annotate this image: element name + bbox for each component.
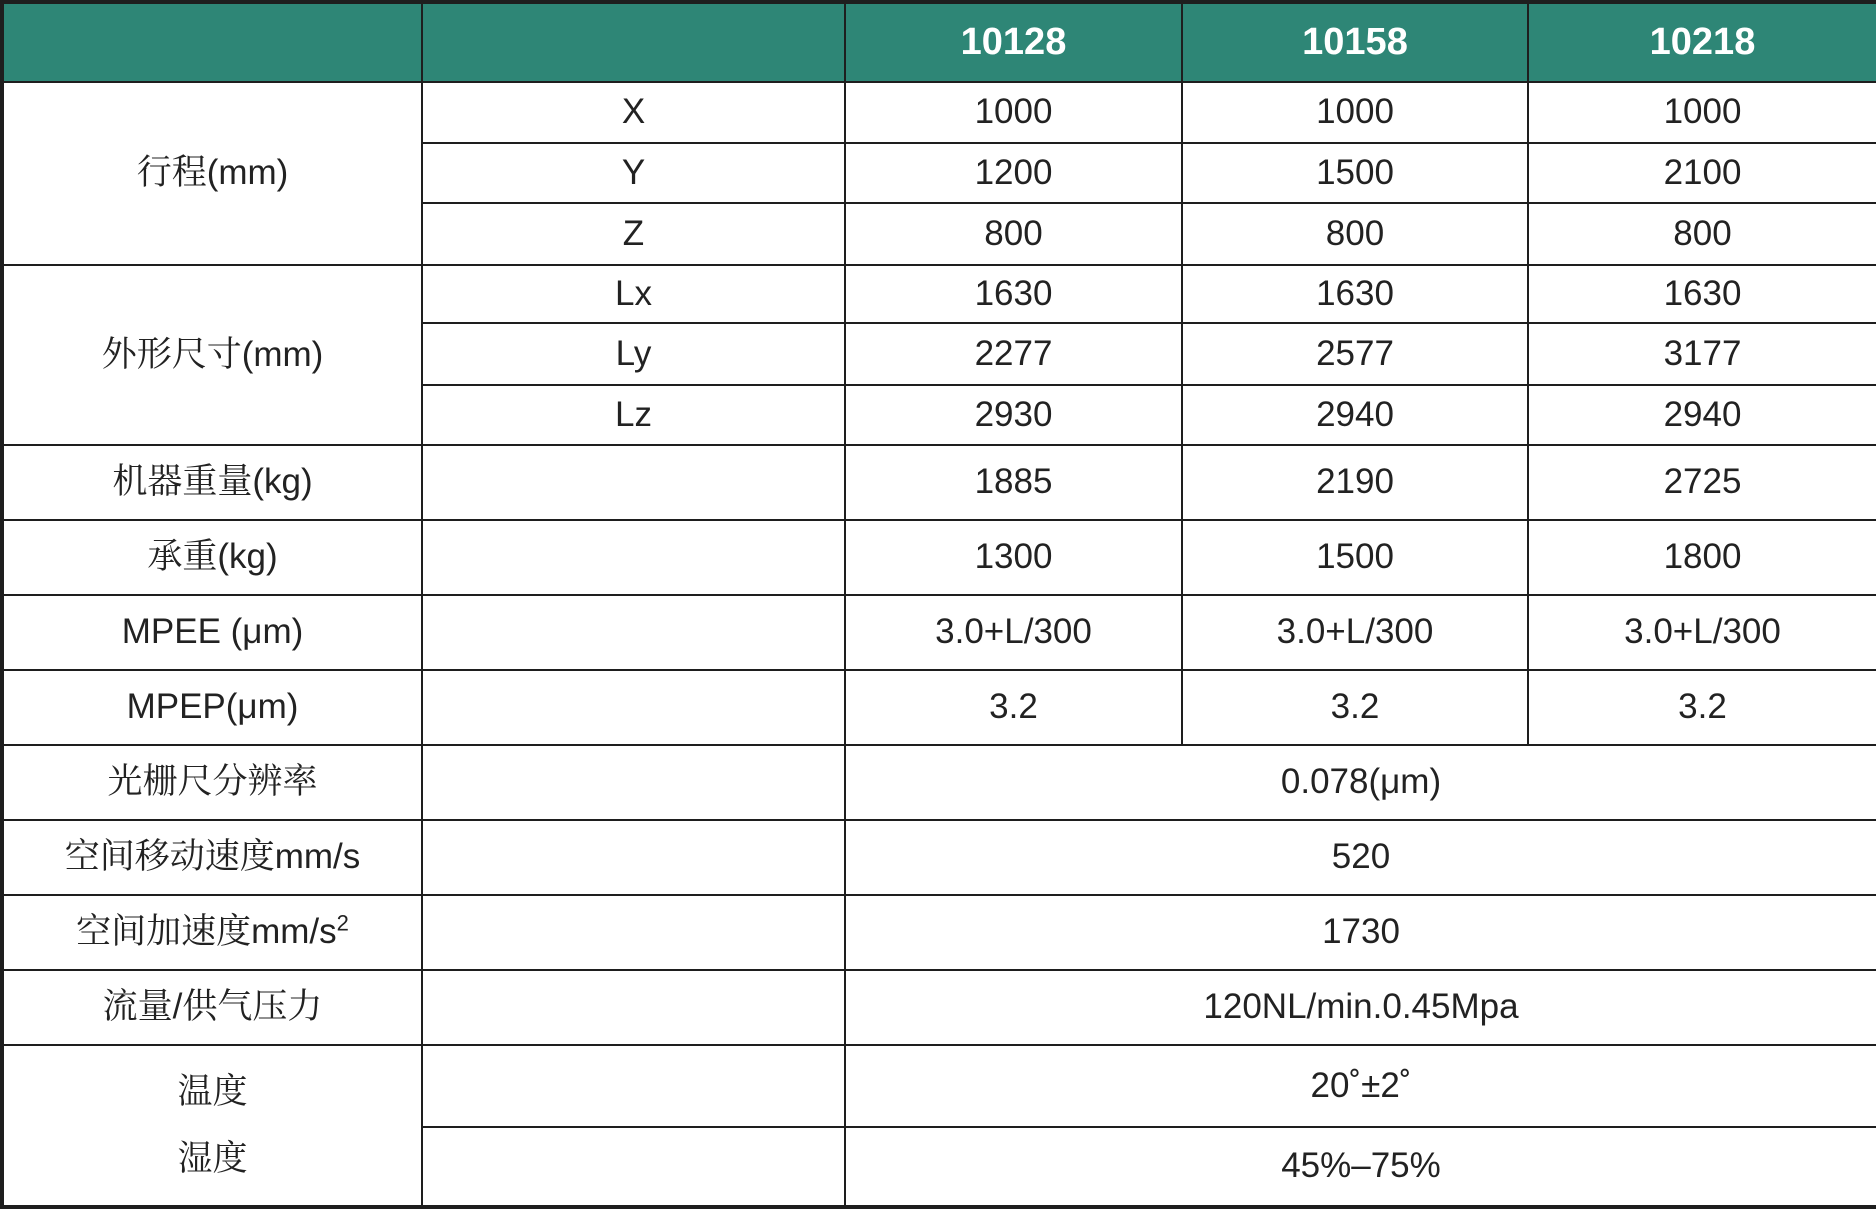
- dimension-axis-ly: Ly: [422, 323, 845, 385]
- model-header-10128: 10128: [845, 2, 1182, 82]
- humidity-label: 湿度: [177, 1138, 248, 1178]
- air-flow-pressure-value: 120NL/min.0.45Mpa: [845, 970, 1876, 1045]
- acceleration-label: [2, 895, 422, 970]
- machine-weight-value: 1885: [845, 445, 1182, 520]
- empty-cell: [422, 1045, 845, 1127]
- travel-axis-z: Z: [422, 203, 845, 265]
- move-speed-value: 520: [845, 820, 1876, 895]
- model-header-10158: 10158: [1182, 2, 1528, 82]
- machine-weight-label: 机器重量(kg): [2, 445, 422, 520]
- table-row: [2, 970, 1876, 1045]
- scale-resolution-value: 0.078(μm): [845, 745, 1876, 820]
- travel-x-value: 1000: [1182, 82, 1528, 143]
- dimension-ly-value: 2277: [845, 323, 1182, 385]
- load-capacity-value: 1300: [845, 520, 1182, 595]
- travel-y-value: 1500: [1182, 143, 1528, 203]
- mpep-value: 3.2: [845, 670, 1182, 745]
- empty-cell: [422, 1127, 845, 1207]
- mpee-value: 3.0+L/300: [1182, 595, 1528, 670]
- empty-cell: [422, 745, 845, 820]
- acceleration-label-text: 空间加速度mm/s: [76, 912, 337, 952]
- mpee-value: 3.0+L/300: [1528, 595, 1876, 670]
- table-row: [2, 445, 1876, 520]
- acceleration-value: 1730: [845, 895, 1876, 970]
- header-row: [2, 2, 1876, 82]
- empty-cell: [422, 820, 845, 895]
- travel-label: 行程(mm): [2, 82, 422, 265]
- dimension-lx-value: 1630: [1182, 265, 1528, 323]
- empty-cell: [422, 970, 845, 1045]
- travel-z-value: 800: [1182, 203, 1528, 265]
- travel-y-value: 1200: [845, 143, 1182, 203]
- dimension-lz-value: 2940: [1182, 385, 1528, 445]
- empty-cell: [422, 895, 845, 970]
- acceleration-label-superscript: 2: [336, 910, 349, 936]
- dimensions-label: 外形尺寸(mm): [2, 265, 422, 445]
- mpep-label: MPEP(μm): [2, 670, 422, 745]
- travel-z-value: 800: [1528, 203, 1876, 265]
- temperature-label: 温度: [177, 1072, 248, 1111]
- table-row: [2, 820, 1876, 895]
- dimension-ly-value: 3177: [1528, 323, 1876, 385]
- load-capacity-value: 1800: [1528, 520, 1876, 595]
- dimension-lx-value: 1630: [845, 265, 1182, 323]
- empty-cell: [422, 670, 845, 745]
- dimension-axis-lx: Lx: [422, 265, 845, 323]
- machine-weight-value: 2725: [1528, 445, 1876, 520]
- travel-z-value: 800: [845, 203, 1182, 265]
- table-row: [2, 670, 1876, 745]
- dimension-lz-value: 2940: [1528, 385, 1876, 445]
- mpep-value: 3.2: [1182, 670, 1528, 745]
- temperature-value: 20˚±2˚: [845, 1045, 1876, 1127]
- model-header-10218: 10218: [1528, 2, 1876, 82]
- scale-resolution-label: 光栅尺分辨率: [2, 745, 422, 820]
- mpee-value: 3.0+L/300: [845, 595, 1182, 670]
- machine-weight-value: 2190: [1182, 445, 1528, 520]
- humidity-value: 45%–75%: [845, 1127, 1876, 1207]
- travel-y-value: 2100: [1528, 143, 1876, 203]
- dimension-ly-value: 2577: [1182, 323, 1528, 385]
- travel-x-value: 1000: [1528, 82, 1876, 143]
- table-row: [2, 745, 1876, 820]
- air-flow-pressure-label: 流量/供气压力: [2, 970, 422, 1045]
- move-speed-label: 空间移动速度mm/s: [2, 820, 422, 895]
- dimension-axis-lz: Lz: [422, 385, 845, 445]
- load-capacity-label: 承重(kg): [2, 520, 422, 595]
- empty-cell: [422, 520, 845, 595]
- table-row: [2, 265, 1876, 323]
- table-row: [2, 82, 1876, 143]
- table-row: [2, 895, 1876, 970]
- table-row: [2, 1045, 1876, 1127]
- mpep-value: 3.2: [1528, 670, 1876, 745]
- mpee-label: MPEE (μm): [2, 595, 422, 670]
- header-blank-cell: [2, 2, 422, 82]
- dimension-lx-value: 1630: [1528, 265, 1876, 323]
- empty-cell: [422, 445, 845, 520]
- load-capacity-value: 1500: [1182, 520, 1528, 595]
- travel-x-value: 1000: [845, 82, 1182, 143]
- travel-axis-y: Y: [422, 143, 845, 203]
- dimension-lz-value: 2930: [845, 385, 1182, 445]
- environment-label-cell: [2, 1045, 422, 1207]
- header-blank-cell-2: [422, 2, 845, 82]
- table-row: [2, 595, 1876, 670]
- travel-axis-x: X: [422, 82, 845, 143]
- table-row: [2, 520, 1876, 595]
- empty-cell: [422, 595, 845, 670]
